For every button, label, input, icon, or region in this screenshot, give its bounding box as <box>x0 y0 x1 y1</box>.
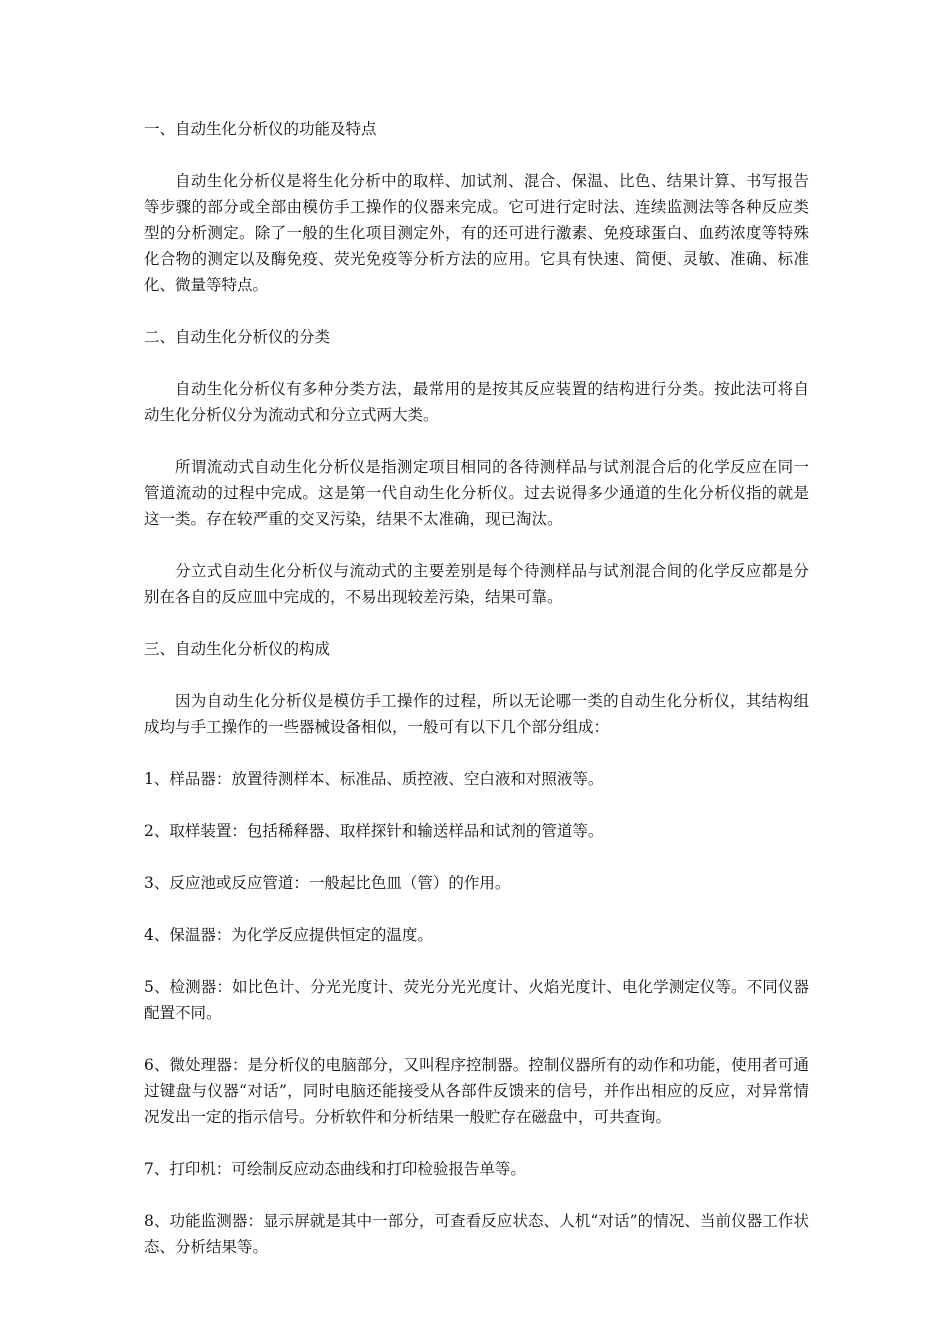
section-heading-classification: 二、自动生化分析仪的分类 <box>144 328 331 346</box>
list-item-sampling-device: 2、取样装置：包括稀释器、取样探针和输送样品和试剂的管道等。 <box>144 822 604 840</box>
list-item-detector: 5、检测器：如比色计、分光光度计、荧光分光光度计、火焰光度计、电化学测定仪等。不同仪器配置不同。 <box>144 978 809 1022</box>
list-item-function-monitor: 8、功能监测器：显示屏就是其中一部分，可查看反应状态、人机“对话”的情况、当前仪器工作状态、分析结果等。 <box>144 1212 809 1256</box>
paragraph-classification-intro: 自动生化分析仪有多种分类方法，最常用的是按其反应装置的结构进行分类。按此法可将自动生化分析仪分为流动式和分立式两大类。 <box>144 380 809 424</box>
list-item-printer: 7、打印机：可绘制反应动态曲线和打印检验报告单等。 <box>144 1160 526 1178</box>
paragraph-flow-type: 所谓流动式自动生化分析仪是指测定项目相同的各待测样品与试剂混合后的化学反应在同一管道流动的过程中完成。这是第一代自动生化分析仪。过去说得多少通道的生化分析仪指的就是这一类。存在较严重的交叉污染，结果不太准确，现已淘汰。 <box>144 458 809 528</box>
list-item-sampler: 1、样品器：放置待测样本、标准品、质控液、空白液和对照液等。 <box>144 770 604 788</box>
list-item-incubator: 4、保温器：为化学反应提供恒定的温度。 <box>144 926 433 944</box>
paragraph-composition-intro: 因为自动生化分析仪是模仿手工操作的过程，所以无论哪一类的自动生化分析仪，其结构组成均与手工操作的一些器械设备相似，一般可有以下几个部分组成： <box>144 692 809 736</box>
list-item-microprocessor: 6、微处理器：是分析仪的电脑部分，又叫程序控制器。控制仪器所有的动作和功能，使用者可通过键盘与仪器“对话”，同时电脑还能接受从各部件反馈来的信号，并作出相应的反应，对异常情况发出一定的指示信号。分析软件和分析结果一般贮存在磁盘中，可共查询。 <box>144 1056 809 1126</box>
paragraph-discrete-type: 分立式自动生化分析仪与流动式的主要差别是每个待测样品与试剂混合间的化学反应都是分别在各自的反应皿中完成的，不易出现较差污染，结果可靠。 <box>144 562 809 606</box>
section-heading-functions: 一、自动生化分析仪的功能及特点 <box>144 120 377 138</box>
paragraph-functions: 自动生化分析仪是将生化分析中的取样、加试剂、混合、保温、比色、结果计算、书写报告等步骤的部分或全部由模仿手工操作的仪器来完成。它可进行定时法、连续监测法等各种反应类型的分析测定。除了一般的生化项目测定外，有的还可进行激素、免疫球蛋白、血药浓度等特殊化合物的测定以及酶免疫、荧光免疫等分析方法的应用。它具有快速、简便、灵敏、准确、标准化、微量等特点。 <box>144 172 809 294</box>
section-heading-composition: 三、自动生化分析仪的构成 <box>144 640 331 658</box>
document-page <box>144 116 809 1286</box>
list-item-reaction-cell: 3、反应池或反应管道：一般起比色皿（管）的作用。 <box>144 874 511 892</box>
